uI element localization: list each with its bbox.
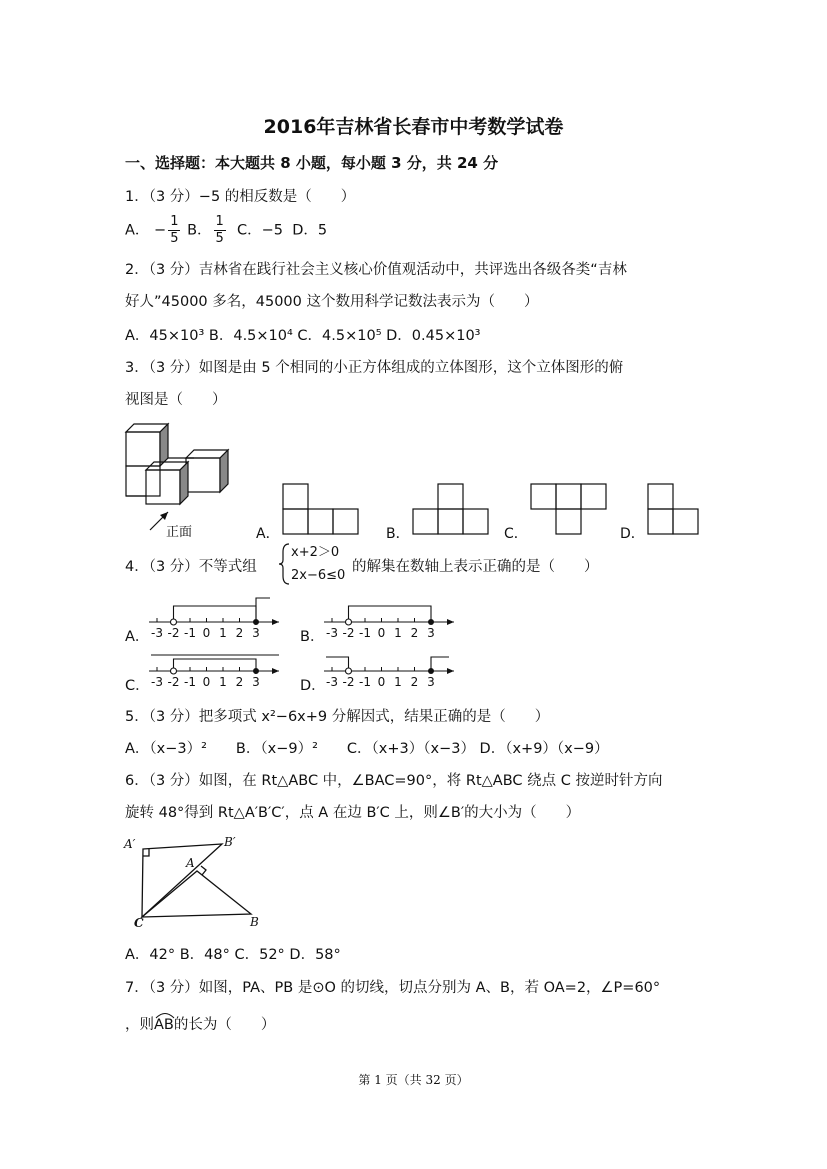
tick-label: 2 [410, 626, 419, 640]
q6-label-a1: A′ [124, 837, 136, 851]
q7-stem-line1: 7．（3 分）如图，PA、PB 是⊙O 的切线，切点分别为 A、B，若 OA=2，∠P=60° [125, 980, 661, 996]
tick-label: 0 [377, 626, 386, 640]
q3-option-d: D． [620, 526, 645, 542]
open-point [171, 619, 177, 625]
q6-stem-line2: 旋转 48°得到 Rt△A′B′C′，点 A 在边 B′C 上，则∠B′的大小为（ ） [125, 805, 581, 821]
q1-stem: 1．（3 分）−5 的相反数是（ ） [125, 189, 356, 205]
solution-bracket [431, 657, 449, 671]
q6-label-b1: B′ [224, 835, 236, 849]
page-title: 2016年吉林省长春市中考数学试卷 [263, 116, 564, 138]
tick-label: -3 [326, 675, 338, 689]
open-point [171, 668, 177, 674]
q1-option-a-label: A． [125, 222, 150, 239]
open-point [346, 668, 352, 674]
q3-front-label: 正面 [166, 525, 193, 540]
q2-stem-line2: 好人”45000 多名，45000 这个数用科学记数法表示为（ ） [125, 294, 539, 310]
q3-option-a: A． [256, 526, 280, 542]
q3-stem-line1: 3．（3 分）如图是由 5 个相同的小正方体组成的立体图形，这个立体图形的俯 [125, 360, 624, 376]
q1-option-b-label: B． [187, 222, 212, 239]
page-footer: 第 1 页（共 32 页） [358, 1073, 469, 1087]
tick-label: -3 [151, 675, 163, 689]
tick-label: -1 [184, 626, 196, 640]
tick-label: 3 [252, 675, 260, 689]
q6-label-a: A [186, 856, 195, 870]
tick-label: 1 [219, 675, 227, 689]
tick-label: -1 [359, 626, 371, 640]
tick-label: 2 [410, 675, 419, 689]
q3-option-b-figure [413, 484, 488, 534]
axis-arrow-icon [447, 619, 454, 625]
tick-label: 2 [235, 675, 244, 689]
closed-point [253, 668, 259, 674]
q4-stem-post: 的解集在数轴上表示正确的是（ ） [352, 559, 599, 575]
q1-option-d: D．5 [292, 222, 328, 239]
q6-label-b: B [250, 915, 259, 929]
q3-option-c: C． [504, 526, 528, 542]
solution-bracket [174, 659, 257, 671]
q4-stem-pre: 4．（3 分）不等式组 [125, 559, 257, 575]
axis-arrow-icon [272, 668, 279, 674]
q4-inequality-1: x+2＞0 [291, 545, 340, 560]
tick-label: 1 [394, 626, 402, 640]
tick-label: -3 [326, 626, 338, 640]
q3-option-d-figure [648, 484, 698, 534]
closed-point [253, 619, 259, 625]
section-heading: 一、选择题：本大题共 8 小题，每小题 3 分，共 24 分 [125, 154, 499, 172]
q6-stem-line1: 6．（3 分）如图，在 Rt△ABC 中，∠BAC=90°，将 Rt△ABC 绕点 C 按逆时针方向 [125, 773, 663, 789]
q3-solid-figure [126, 424, 228, 504]
q3-option-b: B． [386, 526, 410, 542]
q4-number-line-a [145, 596, 285, 640]
q1-option-a-sign: − [154, 222, 167, 239]
q4-brace-icon [279, 542, 291, 586]
q2-stem-line1: 2．（3 分）吉林省在践行社会主义核心价值观活动中，共评选出各级各类“吉林 [125, 262, 627, 278]
solution-bracket [349, 606, 432, 622]
tick-label: 3 [427, 626, 435, 640]
arc-icon [154, 1011, 176, 1019]
q6-figure [118, 830, 278, 930]
q1-option-a-fraction: $\frac{1}{5}$ [170, 214, 179, 246]
q4-number-line-c [145, 645, 285, 689]
triangle-abc [142, 871, 251, 917]
q3-stem-line2: 视图是（ ） [125, 392, 227, 408]
q1-option-c: C．−5 [237, 222, 284, 239]
q4-number-line-b [320, 596, 460, 640]
tick-label: 3 [252, 626, 260, 640]
solution-bracket [174, 606, 257, 622]
tick-label: -1 [184, 675, 196, 689]
q4-option-d: D． [300, 678, 326, 694]
solution-bracket [326, 657, 349, 671]
q4-option-b: B． [300, 629, 325, 645]
axis-arrow-icon [447, 668, 454, 674]
tick-label: -2 [342, 626, 355, 640]
tick-label: -1 [359, 675, 371, 689]
q2-options: A．45×10³ B．4.5×10⁴ C．4.5×10⁵ D．0.45×10³ [125, 328, 481, 344]
tick-label: 0 [377, 675, 386, 689]
q5-stem: 5．（3 分）把多项式 x²−6x+9 分解因式，结果正确的是（ ） [125, 709, 550, 725]
tick-label: -3 [151, 626, 163, 640]
tick-label: 3 [427, 675, 435, 689]
q4-number-line-d [320, 645, 460, 689]
axis-arrow-icon [272, 619, 279, 625]
q5-options: A．（x−3）² B．（x−9）² C．（x+3）（x−3） D．（x+9）（x−9） [125, 741, 609, 757]
q6-label-c: C [134, 916, 144, 930]
tick-label: 1 [219, 626, 227, 640]
closed-point [428, 619, 434, 625]
tick-label: 0 [202, 675, 211, 689]
solution-bracket [256, 598, 270, 622]
q4-option-c: C． [125, 678, 150, 694]
tick-label: 1 [394, 675, 402, 689]
open-point [346, 619, 352, 625]
q3-option-a-figure [283, 484, 358, 534]
q4-option-a: A． [125, 629, 150, 645]
tick-label: -2 [342, 675, 355, 689]
triangle-a1b1c [142, 844, 222, 917]
q1-options [125, 214, 327, 247]
q6-options: A．42° B．48° C．52° D．58° [125, 947, 341, 963]
tick-label: 0 [202, 626, 211, 640]
tick-label: -2 [167, 626, 180, 640]
q3-option-c-figure [531, 484, 606, 534]
tick-label: 2 [235, 626, 244, 640]
q1-option-b-fraction: $\frac{1}{5}$ [215, 214, 224, 246]
tick-label: -2 [167, 675, 180, 689]
closed-point [428, 668, 434, 674]
q4-inequality-2: 2x−6≤0 [291, 568, 346, 583]
q7-stem-line2: ，则 AB的长为（ ） [125, 1013, 275, 1034]
q7-arc-ab: AB [154, 1017, 174, 1033]
q3-figures [120, 418, 720, 542]
